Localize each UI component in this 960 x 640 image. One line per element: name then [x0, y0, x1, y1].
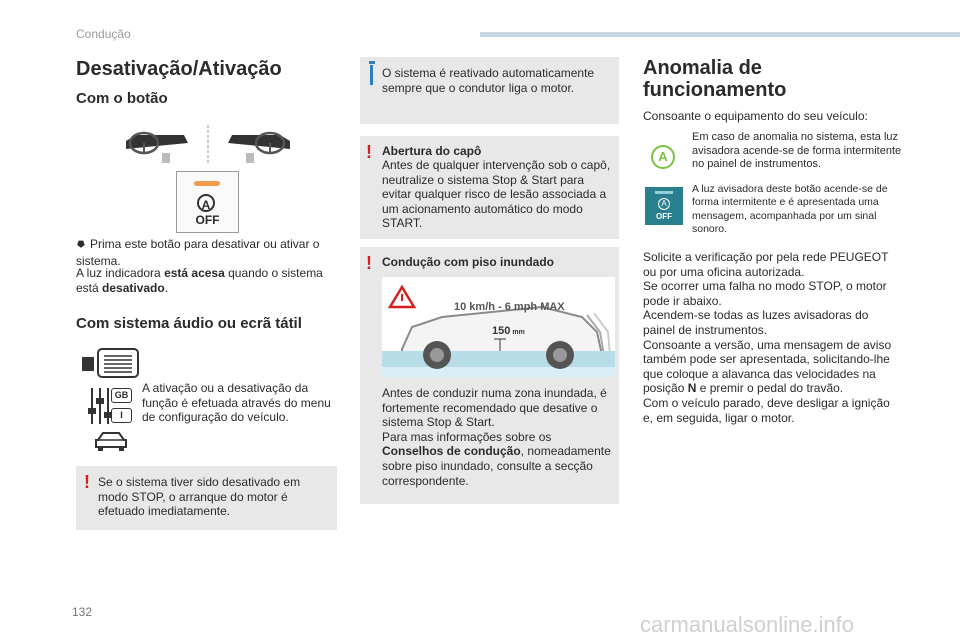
flood-depth-label: 150 mm: [492, 325, 525, 337]
warning-box-stop-mode: [76, 466, 337, 530]
warning-box-hood: [360, 136, 619, 239]
watermark: carmanualsonline.info: [640, 612, 855, 637]
bullet-icon: ⯂: [76, 240, 84, 251]
warning-box-flood: [360, 247, 619, 504]
button-instruction: ⯂ Prima este botão para desativar ou ativar o sistema.: [76, 237, 320, 268]
touch-heading: Com sistema áudio ou ecrã tátil: [76, 315, 302, 332]
auto-a-icon: A: [197, 194, 215, 212]
section-label: Condução: [76, 27, 131, 41]
warning-icon: !: [366, 253, 372, 273]
header-bar: [480, 32, 960, 37]
car-icon: [94, 430, 128, 452]
off-label: OFF: [195, 213, 220, 227]
stop-start-off-button[interactable]: [176, 171, 239, 233]
anomaly-body: Solicite a verificação por pela rede PEUGEOT ou por uma oficina autorizada. Se ocorrer uma falha no modo STOP, o motor pode ir abaixo. Acendem-se todas as luzes avisadoras do painel de instrumentos. Consoante a versão, uma mensagem de aviso também pode ser apresentada, solicitando-lhe que coloque a alavanca das velocidades na posição N e premir o pedal do travão. Com o veículo parado, deve desligar a ignição e, em seguida, ligar o motor.: [643, 250, 892, 425]
flood-text: Antes de conduzir numa zona inundada, é fortemente recomendado que desative o sistema Stop & Start. Para mas informações sobre os Conselhos de condução, nomeadamente sobre piso inundado, consulte a secção correspondente.: [382, 386, 611, 488]
touchscreen-icon: [82, 347, 142, 381]
hood-title: Abertura do capô: [382, 144, 482, 158]
info-label-icon: I: [111, 408, 132, 423]
steering-wheel-illustration: [122, 123, 294, 165]
page-title: Desativação/Ativação: [76, 58, 282, 80]
hood-text: Antes de qualquer intervenção sob o capô, neutralize o sistema Stop & Start para evitar qualquer risco de lesão associada a um acionamento automático do modo START.: [382, 158, 611, 231]
flood-speed-label: 10 km/h - 6 mph MAX: [454, 301, 565, 313]
lamp1-description: Em caso de anomalia no sistema, esta luz avisadora acende-se de forma intermitente no painel de instrumentos.: [692, 131, 902, 170]
anomaly-title: Anomalia de funcionamento: [643, 57, 787, 101]
warning-text: Se o sistema tiver sido desativado em modo STOP, o arranque do motor é efetuado imediatamente.: [98, 475, 301, 519]
info-text: O sistema é reativado automaticamente sempre que o condutor liga o motor.: [382, 66, 595, 95]
indicator-description: A luz indicadora está acesa quando o sistema está desativado.: [76, 266, 323, 295]
flood-illustration: [382, 277, 615, 377]
info-box-reactivation: [360, 57, 619, 124]
auto-stop-warning-lamp-icon: A: [651, 145, 675, 169]
gb-label-icon: GB: [111, 388, 132, 403]
flood-title: Condução com piso inundado: [382, 255, 554, 269]
indicator-light: [194, 181, 220, 186]
touch-description: A ativação ou a desativação da função é efetuada através do menu de configuração do veículo.: [142, 381, 331, 425]
button-heading: Com o botão: [76, 90, 168, 107]
warning-icon: !: [366, 142, 372, 162]
warning-icon: !: [84, 472, 90, 492]
anomaly-intro: Consoante o equipamento do seu veículo:: [643, 109, 868, 123]
info-icon: [370, 65, 373, 85]
off-button-lamp-icon: A OFF: [645, 187, 683, 225]
page-number: 132: [72, 605, 93, 619]
lamp2-description: A luz avisadora deste botão acende-se de forma intermitente e é apresentada uma mensagem, acompanhada por um sinal sonoro.: [692, 183, 888, 235]
